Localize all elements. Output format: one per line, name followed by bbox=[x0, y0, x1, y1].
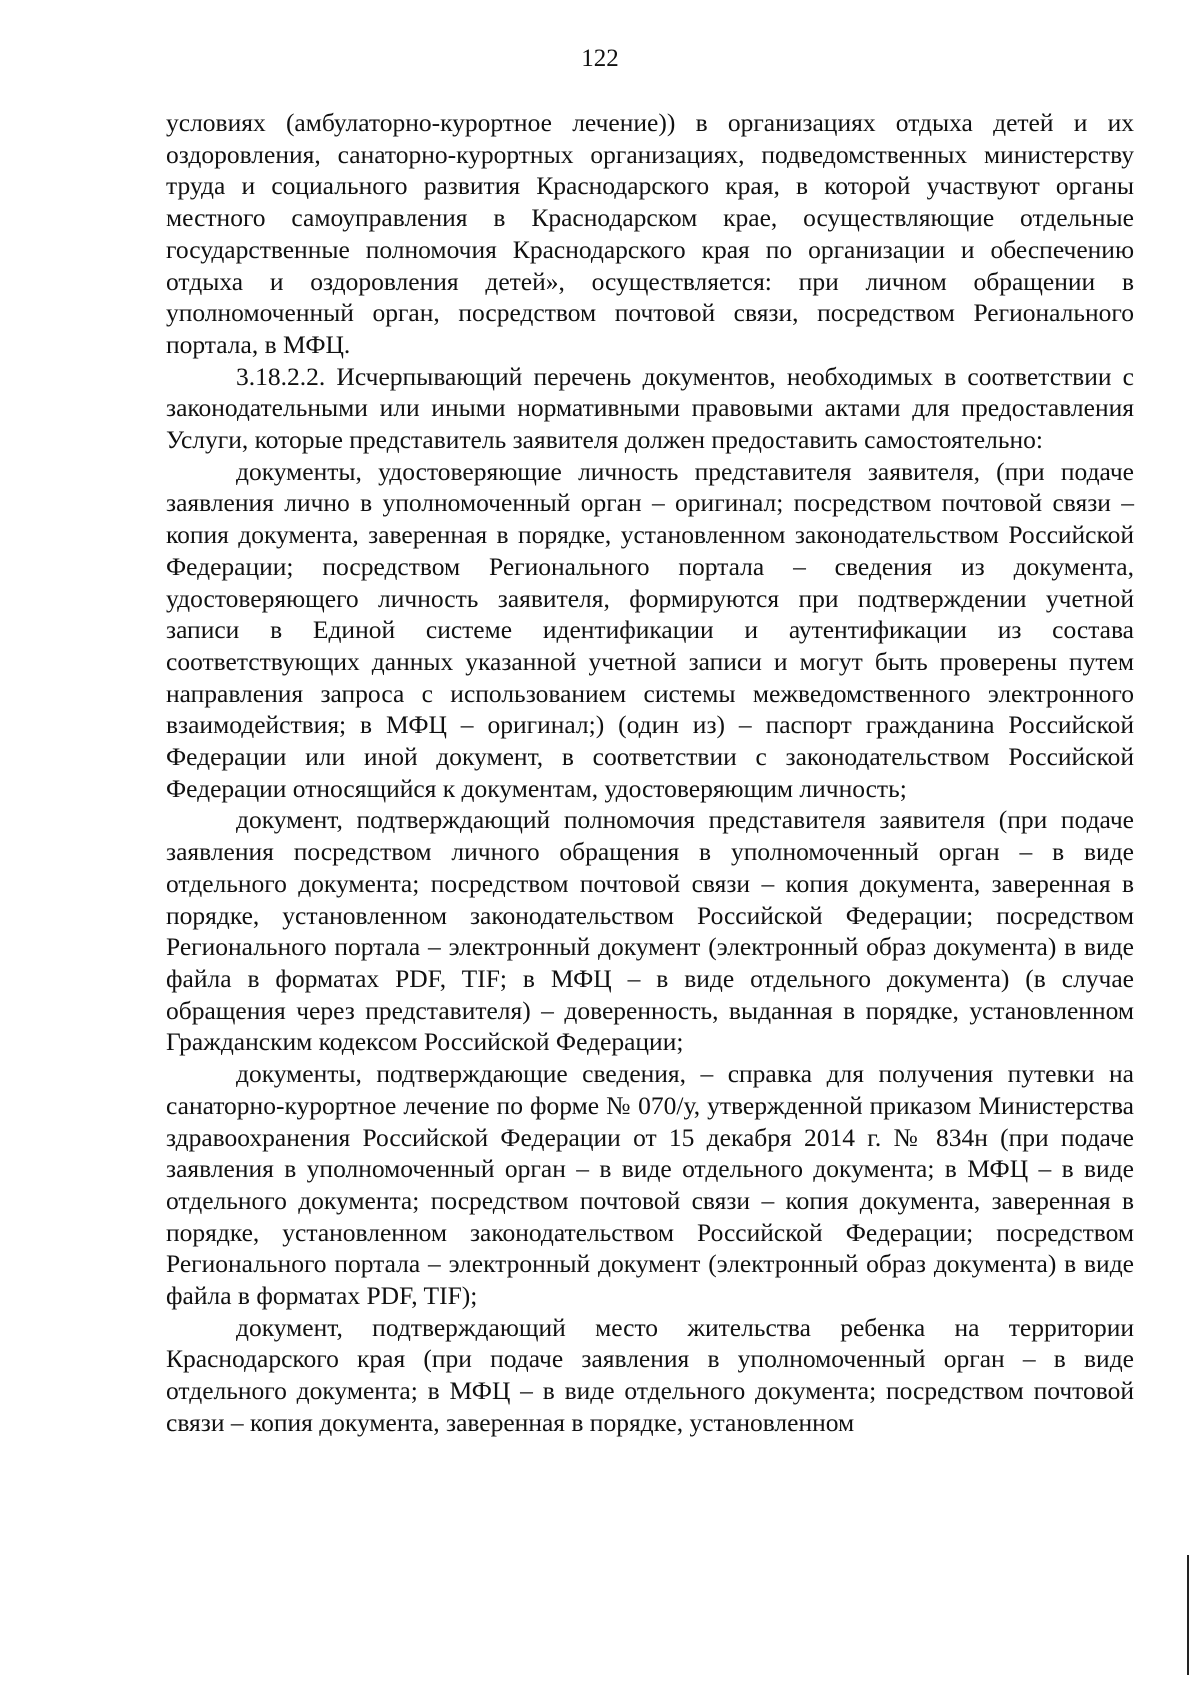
paragraph-identity-documents: документы, удостоверяющие личность представителя заявителя, (при подаче заявления лично в уполномоченный орган – оригинал; посредством почтовой связи – копия документа, заверенная в порядке, установленном законодательством Российской Федерации; посредством Регионального портала – сведения из документа, удостоверяющего личность заявителя, формируются при подтверждении учетной записи в Единой системе идентификации и аутентификации из состава соответствующих данных указанной учетной записи и могут быть проверены путем направления запроса с использованием системы межведомственного электронного взаимодействия; в МФЦ – оригинал;) (один из) – паспорт гражданина Российской Федерации или иной документ, в соответствии с законодательством Российской Федерации относящийся к документам, удостоверяющим личность; bbox=[166, 456, 1134, 803]
paragraph-service-conditions: условиях (амбулаторно-курортное лечение)) в организациях отдыха детей и их оздоровления, санаторно-курортных организациях, подведомственных министерству труда и социального развития Краснодарского края, в которой участвуют органы местного самоуправления в Краснодарском крае, осуществляющие отдельные государственные полномочия Краснодарского края по организации и обеспечению отдыха и оздоровления детей», осуществляется: при личном обращении в уполномоченный орган, посредством почтовой связи, посредством Регионального портала, в МФЦ. bbox=[166, 108, 1134, 359]
paragraph-residence-document: документ, подтверждающий место жительства ребенка на территории Краснодарского края (при подаче заявления в уполномоченный орган – в виде отдельного документа; в МФЦ – в виде отдельного документа; посредством почтовой связи – копия документа, заверенная в порядке, установленном bbox=[166, 1312, 1134, 1437]
page-number: 122 bbox=[581, 45, 619, 72]
paragraph-authority-document: документ, подтверждающий полномочия представителя заявителя (при подаче заявления посредством личного обращения в уполномоченный орган – в виде отдельного документа; посредством почтовой связи – копия документа, заверенная в порядке, установленном законодательством Российской Федерации; посредством Регионального портала – электронный документ (электронный образ документа) в виде файла в форматах PDF, TIF; в МФЦ – в виде отдельного документа) (в случае обращения через представителя) – доверенность, выданная в порядке, установленном Гражданским кодексом Российской Федерации; bbox=[166, 805, 1134, 1057]
scan-edge-mark bbox=[1187, 1555, 1189, 1675]
document-body bbox=[166, 107, 1134, 1439]
paragraph-document-list-heading: 3.18.2.2. Исчерпывающий перечень документов, необходимых в соответствии с законодательными или иными нормативными правовыми актами для предоставления Услуги, которые представитель заявителя должен предоставить самостоятельно: bbox=[166, 361, 1134, 455]
paragraph-medical-certificate: документы, подтверждающие сведения, – справка для получения путевки на санаторно-курортное лечение по форме № 070/у, утвержденной приказом Министерства здравоохранения Российской Федерации от 15 декабря 2014 г. № 834н (при подаче заявления в уполномоченный орган – в виде отдельного документа; в МФЦ – в виде отдельного документа; посредством почтовой связи – копия документа, заверенная в порядке, установленном законодательством Российской Федерации; посредством Регионального портала – электронный документ (электронный образ документа) в виде файла в форматах PDF, TIF); bbox=[166, 1059, 1134, 1311]
